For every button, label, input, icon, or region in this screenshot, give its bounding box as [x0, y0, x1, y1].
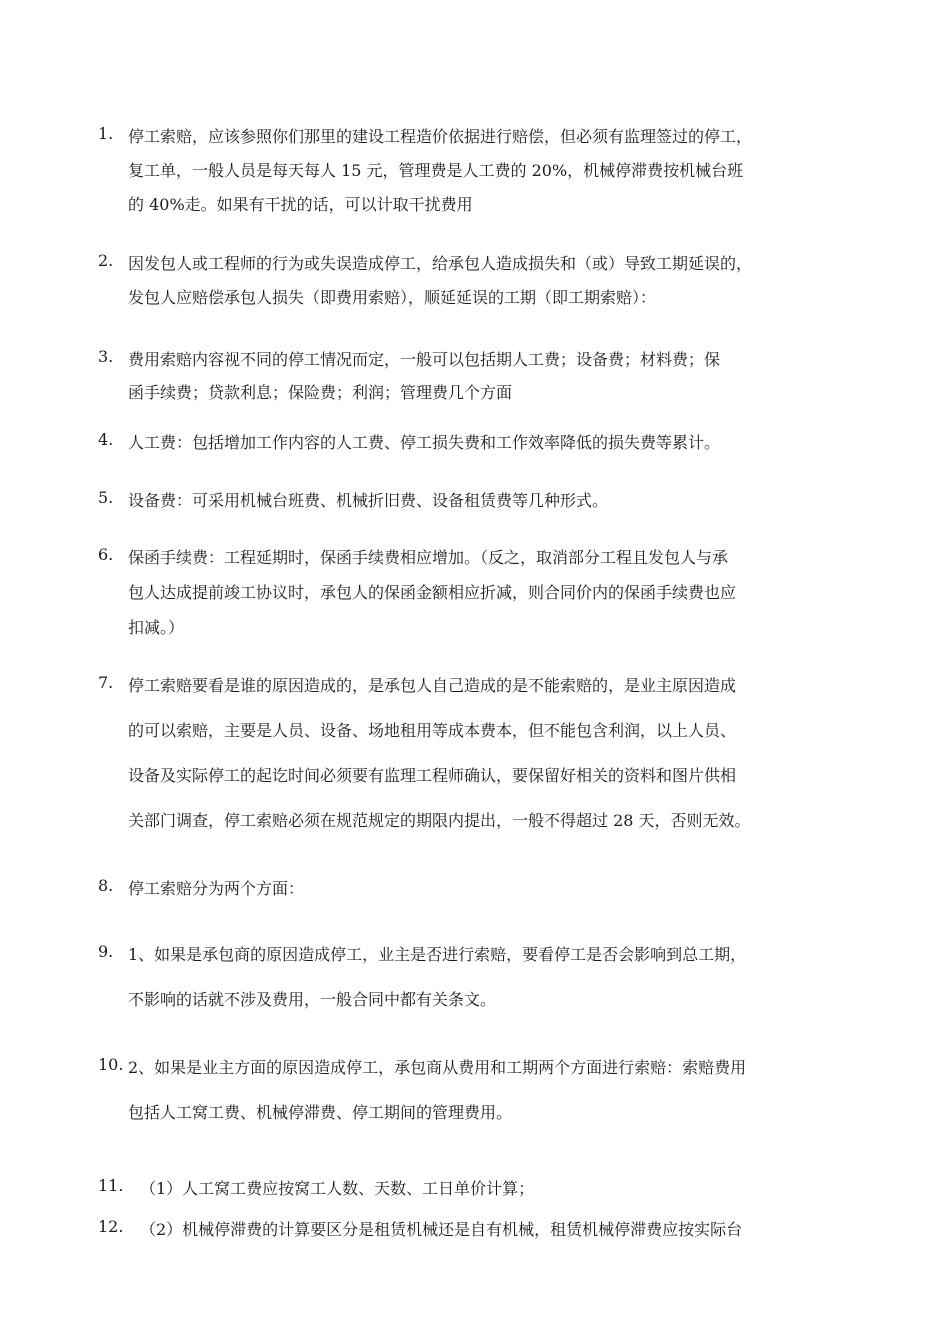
item-text-line: 2、如果是业主方面的原因造成停工，承包商从费用和工期两个方面进行索赔：索赔费用: [128, 1058, 747, 1077]
item-text-line: 发包人应赔偿承包人损失（即费用索赔），顺延延误的工期（即工期索赔）：: [128, 288, 657, 307]
item-text-line: 的 40%走。如果有干扰的话，可以计取干扰费用: [128, 195, 473, 214]
item-number: 7.: [98, 673, 114, 692]
item-number: 6.: [98, 545, 114, 564]
item-number: 8.: [98, 876, 114, 895]
item-text-line: 设备费：可采用机械台班费、机械折旧费、设备租赁费等几种形式。: [128, 491, 609, 510]
item-text-line: 不影响的话就不涉及费用，一般合同中都有关条文。: [128, 990, 497, 1009]
item-number: 2.: [98, 251, 114, 270]
item-text-line: 包人达成提前竣工协议时，承包人的保函金额相应折减，则合同价内的保函手续费也应: [128, 583, 737, 602]
item-text-line: 函手续费；贷款利息；保险费；利润；管理费几个方面: [128, 383, 513, 402]
item-number: 10.: [98, 1055, 124, 1074]
item-number: 4.: [98, 430, 114, 449]
item-number: 9.: [98, 942, 114, 961]
item-text-line: 包括人工窝工费、机械停滞费、停工期间的管理费用。: [128, 1103, 513, 1122]
item-text-line: 的可以索赔，主要是人员、设备、场地租用等成本费本，但不能包含利润，以上人员、: [128, 721, 737, 740]
item-text-line: 费用索赔内容视不同的停工情况而定，一般可以包括期人工费；设备费；材料费；保: [128, 350, 721, 369]
item-number: 5.: [98, 488, 114, 507]
item-text-line: 停工索赔分为两个方面：: [128, 879, 305, 898]
item-number: 1.: [98, 124, 114, 143]
item-text-line: 人工费：包括增加工作内容的人工费、停工损失费和工作效率降低的损失费等累计。: [128, 433, 721, 452]
item-text-line: 保函手续费：工程延期时，保函手续费相应增加。（反之，取消部分工程且发包人与承: [128, 548, 729, 567]
item-text-line: （2）机械停滞费的计算要区分是租赁机械还是自有机械，租赁机械停滞费应按实际台: [140, 1220, 743, 1239]
item-text-line: 复工单，一般人员是每天每人 15 元，管理费是人工费的 20%，机械停滞费按机械台班: [128, 161, 744, 180]
item-text-line: （1）人工窝工费应按窝工人数、天数、工日单价计算；: [140, 1179, 535, 1198]
item-text-line: 停工索赔，应该参照你们那里的建设工程造价依据进行赔偿，但必须有监理签过的停工，: [128, 127, 753, 146]
item-text-line: 1、如果是承包商的原因造成停工，业主是否进行索赔，要看停工是否会影响到总工期，: [128, 945, 747, 964]
item-text-line: 扣减。）: [128, 618, 185, 637]
item-text-line: 停工索赔要看是谁的原因造成的，是承包人自己造成的是不能索赔的，是业主原因造成: [128, 676, 737, 695]
item-text-line: 关部门调查，停工索赔必须在规范规定的期限内提出，一般不得超过 28 天，否则无效。: [128, 811, 751, 830]
item-number: 12.: [98, 1217, 124, 1236]
item-number: 11.: [98, 1176, 124, 1195]
item-number: 3.: [98, 347, 114, 366]
item-text-line: 设备及实际停工的起讫时间必须要有监理工程师确认，要保留好相关的资料和图片供相: [128, 766, 737, 785]
item-text-line: 因发包人或工程师的行为或失误造成停工，给承包人造成损失和（或）导致工期延误的，: [128, 254, 753, 273]
